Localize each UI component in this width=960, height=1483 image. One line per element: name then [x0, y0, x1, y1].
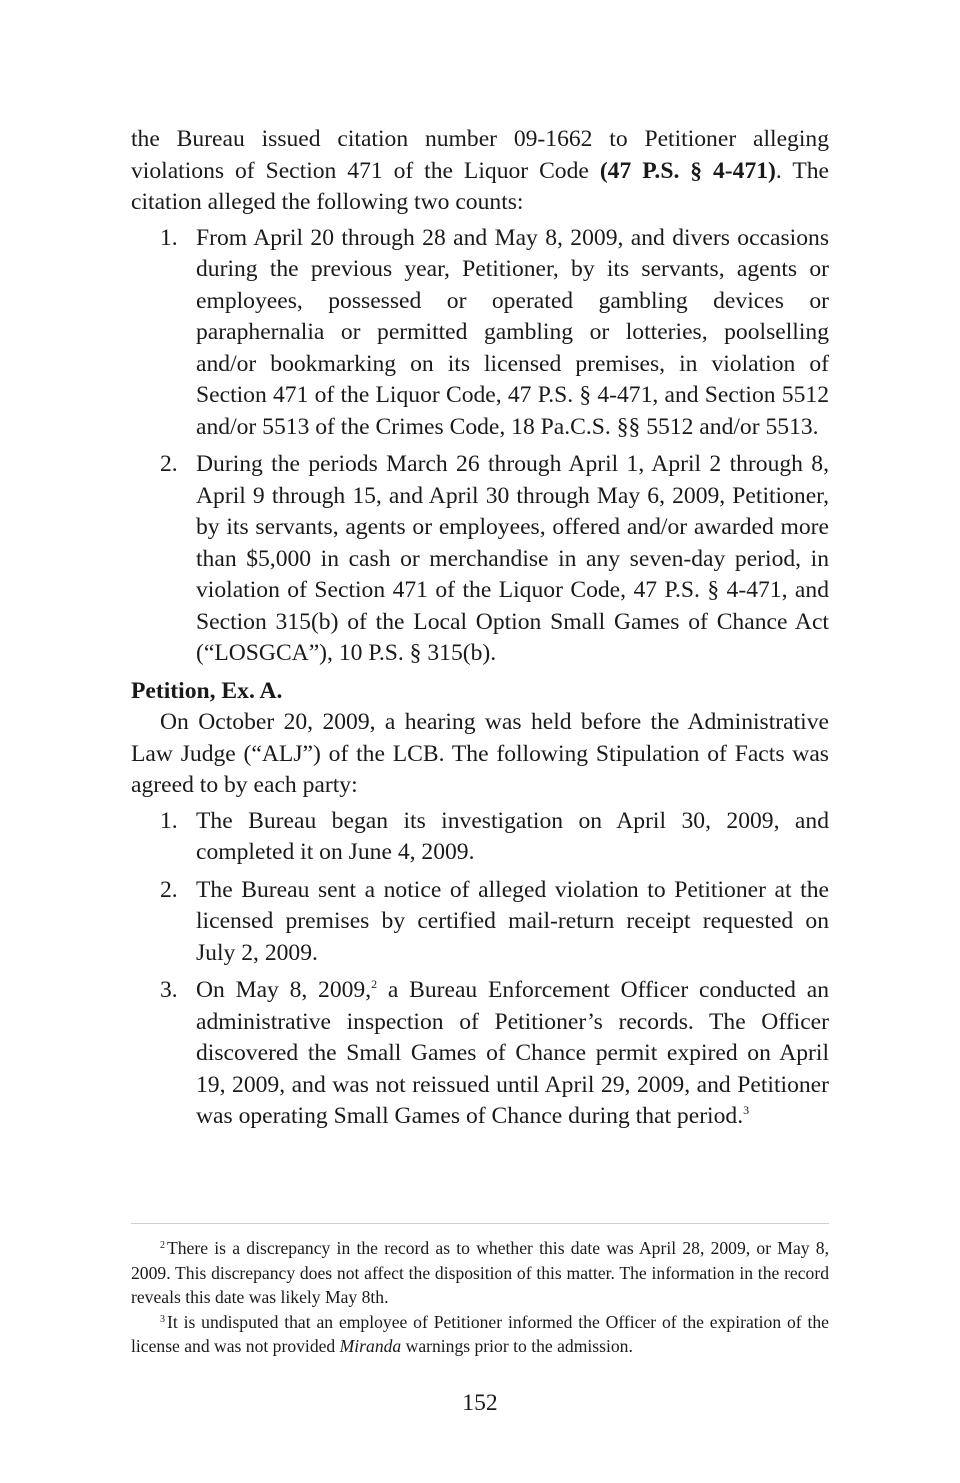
list-item: 1. From April 20 through 28 and May 8, 2009, and divers occasions during the previous year, Petitioner, by its servants, agents or employees, possessed or operated gambling devices or paraphernalia or permitted gambling or lotteries, poolselling and/or bookmarking on its licensed premises, in violation of Section 471 of the Liquor Code, 47 P.S. § 4-471, and Section 5512 and/or 5513 of the Crimes Code, 18 Pa.C.S. §§ 5512 and/or 5513.: [160, 224, 829, 440]
list-item: 2. During the periods March 26 through April 1, April 2 through 8, April 9 through 15, and April 30 through May 6, 2009, Petitioner, by its servants, agents or employees, offered and/or awarded more than $5,000 in cash or merchandise in any seven-day period, in violation of Section 471 of the Liquor Code, 47 P.S. § 4-471, and Section 315(b) of the Local Option Small Games of Chance Act (“LOSGCA”), 10 P.S. § 315(b).: [160, 451, 829, 666]
list-item: 3. On May 8, 2009,$^2$ a Bureau Enforcement Officer conducted an administrative inspection of Petitioner’s records. The Officer discovered the Small Games of Chance permit expired on April 19, 2009, and was not reissued until April 29, 2009, and Petitioner was operating Small Games of Chance during that period.$^3$: [160, 977, 829, 1129]
hearing-paragraph: On October 20, 2009, a hearing was held before the Administrative Law Judge (“ALJ”) of the LCB. The following Stipulation of Facts was agreed to by each party:: [131, 709, 829, 798]
page-number: 152: [462, 1390, 498, 1416]
citation-counts-list: [131, 223, 829, 670]
footnote: $^3$ It is undisputed that an employee of Petitioner informed the Officer of the expiration of the license and was not provided Miranda warnings prior to the admission.: [131, 1311, 829, 1356]
body-text: [131, 124, 829, 1139]
footnote-divider: [131, 1223, 829, 1224]
stipulations-list: [131, 806, 829, 1133]
footnote: $^2$ There is a discrepancy in the record as to whether this date was April 28, 2009, or May 8, 2009. This discrepancy does not affect the disposition of this matter. The information in the record reveals this date was likely May 8th.: [131, 1238, 829, 1307]
petition-heading: Petition, Ex. A.: [131, 677, 283, 704]
footnote-reference[interactable]: 2: [371, 977, 378, 991]
list-item: 2. The Bureau sent a notice of alleged violation to Petitioner at the licensed premises by certified mail-return receipt requested on July 2, 2009.: [160, 876, 829, 966]
intro-paragraph: the Bureau issued citation number 09-1662 to Petitioner alleging violations of Section 471 of the Liquor Code (47 P.S. § 4-471). The citation alleged the following two counts:: [131, 126, 830, 215]
list-item: 1. The Bureau began its investigation on April 30, 2009, and completed it on June 4, 2009.: [160, 807, 829, 865]
statute-citation: (47 P.S. § 4-471): [599, 157, 776, 184]
footnotes: [131, 1236, 829, 1359]
footnote-reference[interactable]: 3: [743, 1103, 750, 1117]
